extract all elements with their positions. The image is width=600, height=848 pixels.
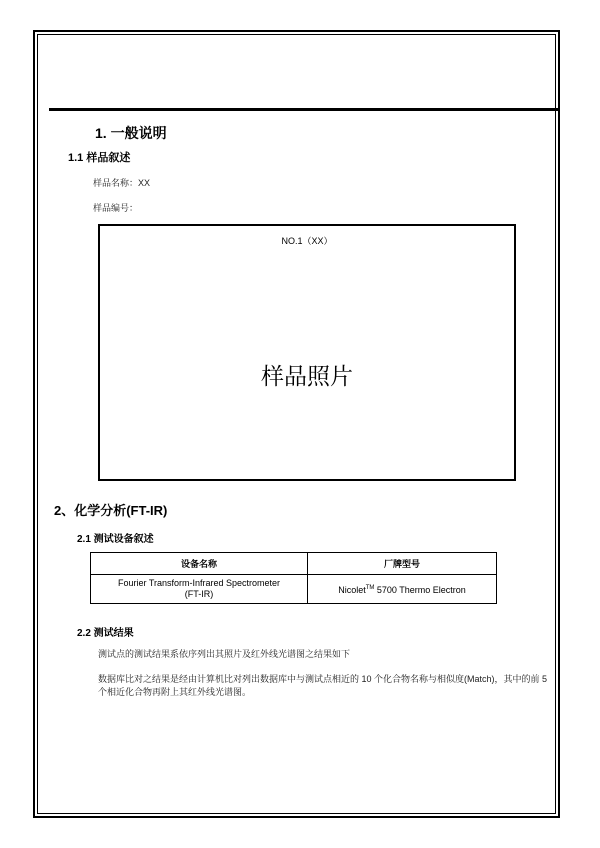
equipment-table [90,552,497,604]
header-rule [49,108,560,111]
table-row [91,575,497,604]
equipment-name-line-2: (FT-IR) [184,589,214,599]
section-1-1-heading: 1.1 样品叙述 [68,152,131,164]
sample-photo-box [98,224,516,481]
result-paragraph-1: 测试点的测试结果系依序列出其照片及红外线光谱图之结果如下 [98,649,351,659]
equipment-model-cell [308,575,497,604]
model-suffix: 5700 Thermo Electron [374,584,466,595]
section-2-heading: 2、化学分析(FT-IR) [54,503,168,518]
model-prefix: Nicolet [338,584,366,595]
sample-name: 样品名称：XX [93,178,151,188]
photo-placeholder-title: 样品照片 [261,364,353,390]
table-header-cell: 厂牌型号 [308,553,497,575]
sample-number: 样品编号： [93,203,139,213]
section-1-heading: 1. 一般说明 [95,125,167,141]
photo-caption: NO.1（XX） [281,236,333,246]
result-paragraph-2: 数据库比对之结果是经由计算机比对列出数据库中与测试点相近的 10 个化合物名称与相似度(Match)，其中的前 5 个相近化合物再附上其红外线光谱图。 [98,674,548,697]
equipment-name-cell [91,575,308,604]
table-header-cell: 设备名称 [91,553,308,575]
section-2-2-heading: 2.2 测试结果 [77,628,134,639]
equipment-name-line-1: Fourier Transform-Infrared Spectrometer [117,578,281,588]
section-2-1-heading: 2.1 测试设备叙述 [77,534,154,545]
trademark-sup: TM [365,584,375,591]
table-header-row [91,553,497,575]
